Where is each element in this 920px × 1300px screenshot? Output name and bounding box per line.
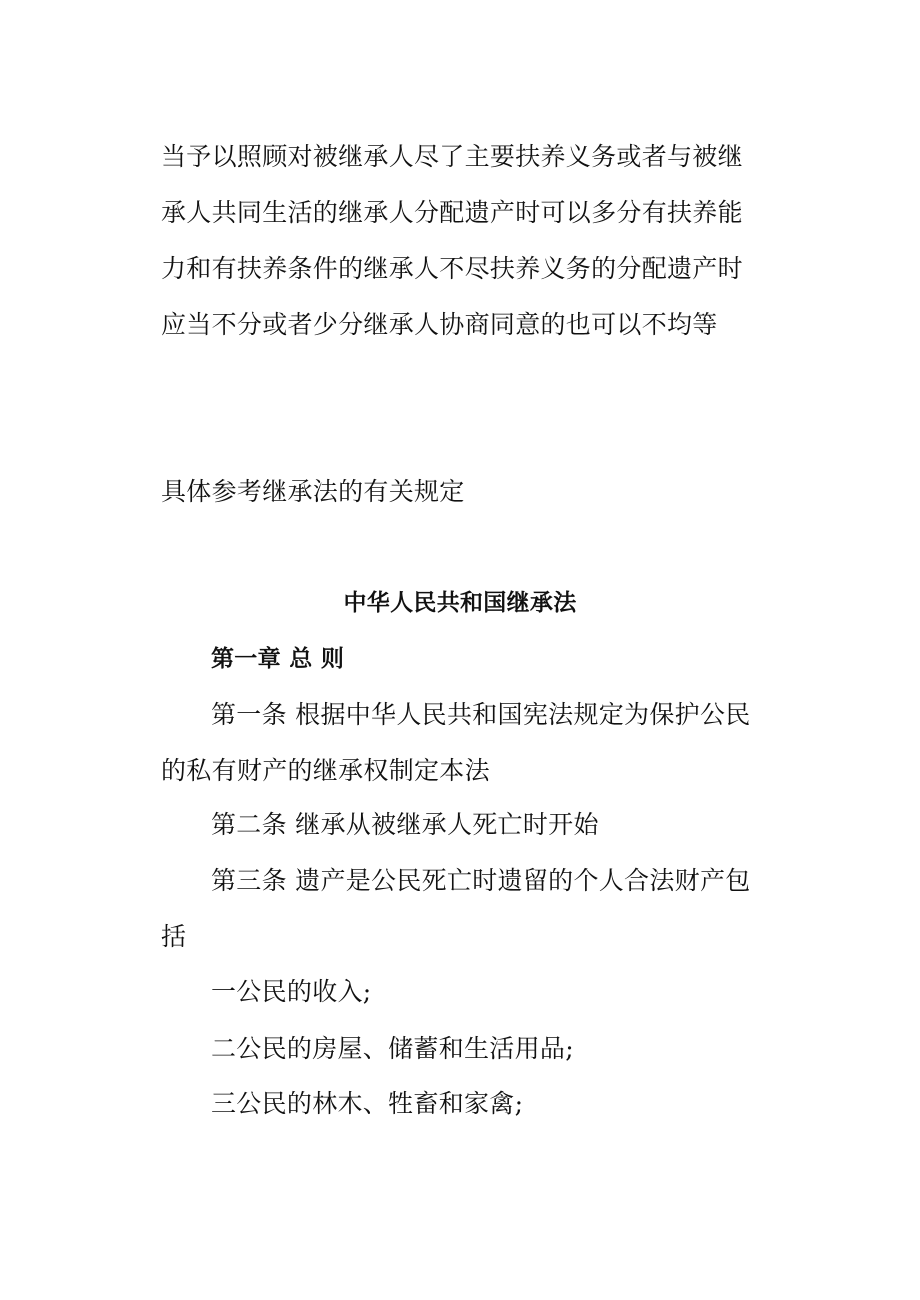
intro-line-3: 力和有扶养条件的继承人不尽扶养义务的分配遗产时	[161, 254, 743, 283]
intro-line-4: 应当不分或者少分继承人协商同意的也可以不均等	[161, 310, 718, 339]
article-2: 第二条 继承从被继承人死亡时开始	[211, 810, 599, 839]
list-item: 二公民的房屋、储蓄和生活用品;	[211, 1034, 574, 1063]
article-3-line-2: 括	[161, 922, 187, 951]
intro-line-1: 当予以照顾对被继承人尽了主要扶养义务或者与被继	[161, 142, 743, 171]
article-1-line-2: 的私有财产的继承权制定本法	[161, 756, 490, 785]
article-1-line-1: 第一条 根据中华人民共和国宪法规定为保护公民	[211, 700, 751, 729]
intro-line-2: 承人共同生活的继承人分配遗产时可以多分有扶养能	[161, 198, 743, 227]
chapter-heading: 第一章 总 则	[211, 646, 345, 672]
article-3-line-1: 第三条 遗产是公民死亡时遗留的个人合法财产包	[211, 866, 751, 895]
law-title: 中华人民共和国继承法	[343, 590, 577, 616]
list-item: 一公民的收入;	[211, 977, 372, 1006]
reference-note: 具体参考继承法的有关规定	[161, 477, 465, 506]
list-item: 三公民的林木、牲畜和家禽;	[211, 1089, 524, 1118]
